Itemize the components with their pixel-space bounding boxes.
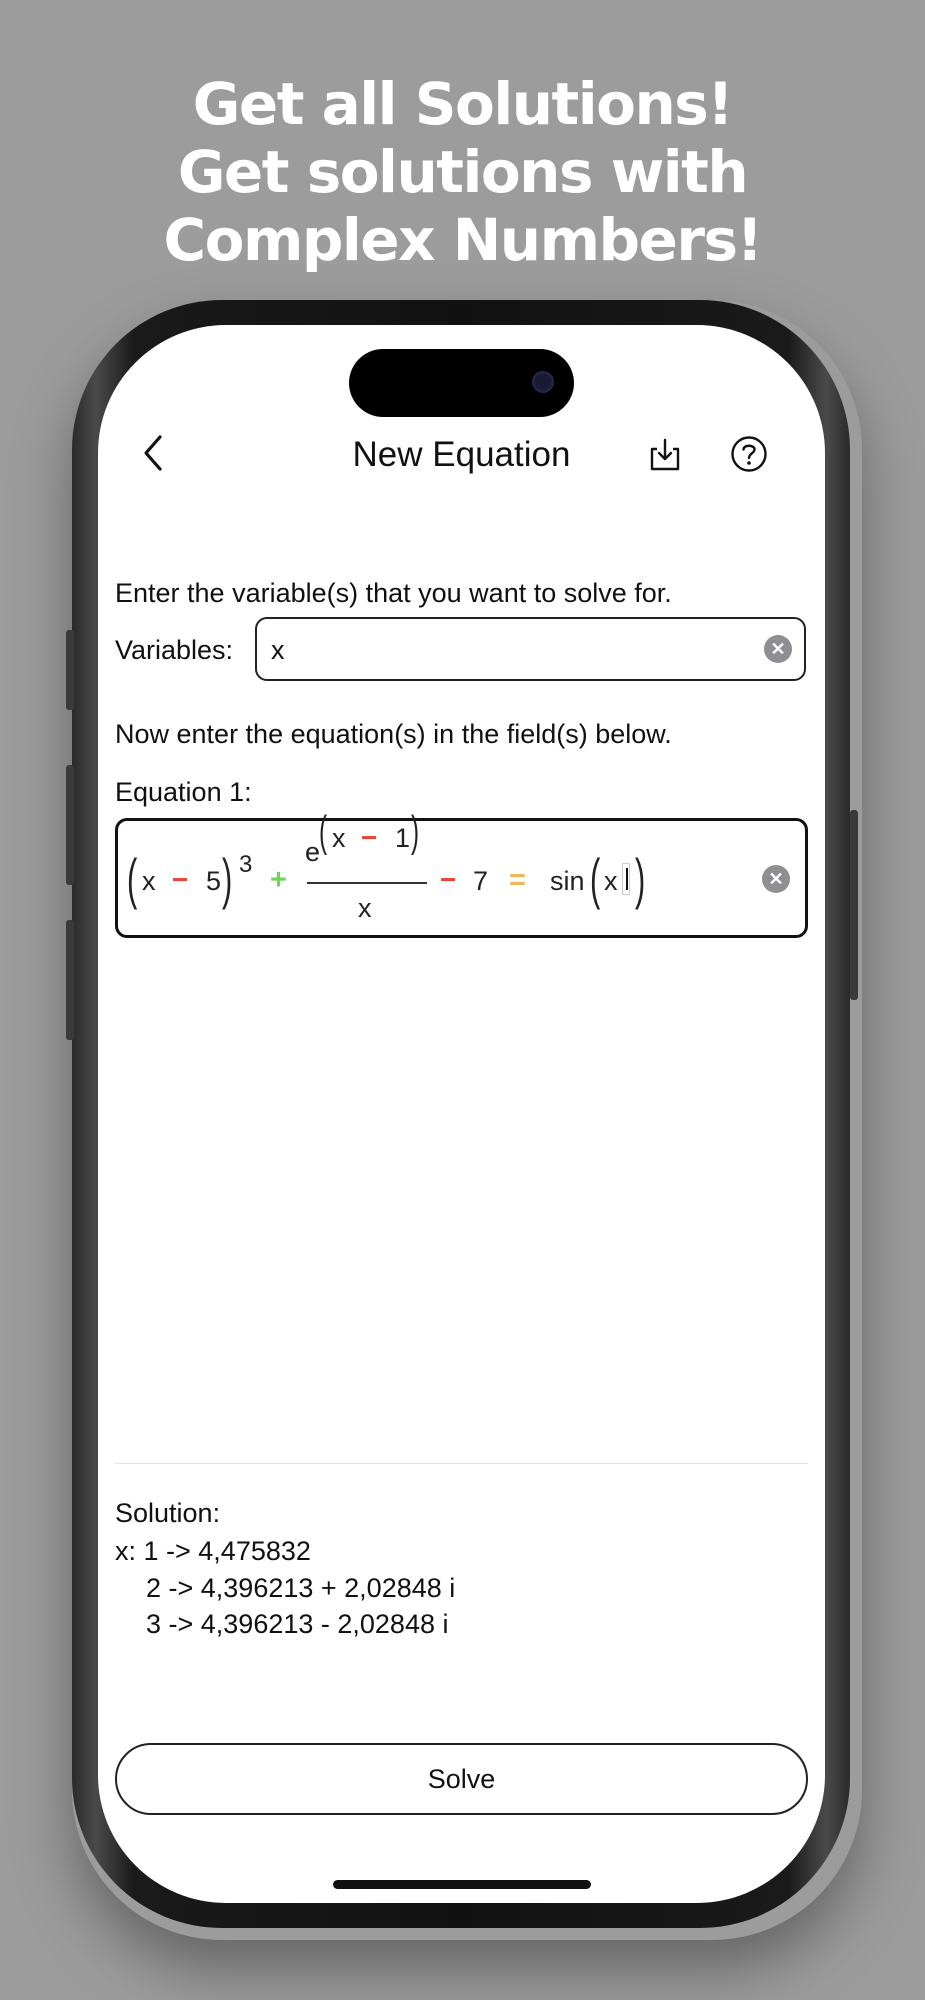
home-indicator[interactable] bbox=[333, 1880, 591, 1889]
promo-line-2: Get solutions with bbox=[177, 138, 748, 206]
promo-line-3: Complex Numbers! bbox=[163, 206, 762, 274]
eq-right-paren: ) bbox=[222, 847, 233, 910]
eq-sin-arg-x: x bbox=[604, 866, 618, 896]
dynamic-island bbox=[349, 349, 574, 417]
equation-1-label: Equation 1: bbox=[115, 777, 252, 807]
solve-button[interactable]: Solve bbox=[115, 1743, 808, 1815]
clear-equation-icon[interactable]: ✕ bbox=[762, 865, 790, 893]
phone-volume-up bbox=[66, 765, 74, 885]
camera-lens bbox=[532, 371, 554, 393]
eq-sin-right-paren: ) bbox=[635, 847, 646, 910]
eq-operator-plus: + bbox=[270, 864, 287, 896]
eq-term-7: 7 bbox=[473, 866, 489, 896]
solution-line-2: 2 -> 4,396213 + 2,02848 i bbox=[146, 1573, 456, 1603]
equations-prompt: Now enter the equation(s) in the field(s) below. bbox=[115, 719, 672, 749]
eq-exp-right-paren: ) bbox=[411, 807, 420, 856]
eq-operator-minus-2: − bbox=[440, 864, 457, 895]
promo-line-1: Get all Solutions! bbox=[192, 70, 733, 138]
navigation-bar bbox=[98, 425, 825, 485]
equation-1-input[interactable] bbox=[115, 807, 808, 938]
app-screen bbox=[98, 325, 825, 1903]
phone-mute-switch bbox=[66, 630, 74, 710]
eq-term-x: x bbox=[142, 866, 156, 896]
eq-exp-base-e: e bbox=[305, 837, 321, 867]
tray-download-icon[interactable] bbox=[648, 437, 682, 473]
phone-power-button bbox=[850, 810, 858, 1000]
eq-term-5: 5 bbox=[206, 866, 222, 896]
question-circle-icon[interactable] bbox=[730, 435, 768, 473]
eq-exp-x: x bbox=[332, 823, 346, 853]
eq-function-sin: sin bbox=[550, 866, 585, 896]
clear-variables-icon[interactable]: ✕ bbox=[764, 635, 792, 663]
eq-sin-left-paren: ( bbox=[590, 847, 601, 910]
eq-exp-1: 1 bbox=[395, 823, 411, 853]
text-cursor bbox=[622, 863, 630, 895]
variables-input[interactable] bbox=[255, 617, 806, 681]
solution-line-3: 3 -> 4,396213 - 2,02848 i bbox=[146, 1609, 449, 1639]
variables-label: Variables: bbox=[115, 635, 234, 665]
eq-equals-sign: = bbox=[509, 864, 526, 896]
eq-left-paren: ( bbox=[127, 847, 138, 910]
eq-fraction-bar bbox=[307, 882, 427, 884]
variables-prompt: Enter the variable(s) that you want to solve for. bbox=[115, 578, 672, 608]
page-title: New Equation bbox=[352, 435, 571, 474]
phone-volume-down bbox=[66, 920, 74, 1040]
eq-exp-operator-minus: − bbox=[361, 822, 378, 853]
eq-exp-left-paren: ( bbox=[319, 807, 328, 856]
solution-label: Solution: bbox=[115, 1498, 221, 1528]
solution-line-1: x: 1 -> 4,475832 bbox=[115, 1536, 311, 1566]
eq-exponent-3: 3 bbox=[239, 851, 253, 878]
solution-divider bbox=[115, 1463, 808, 1464]
variables-input-value: x bbox=[271, 635, 285, 665]
eq-operator-minus: − bbox=[172, 864, 189, 895]
eq-denominator-x: x bbox=[358, 893, 372, 923]
promo-headline bbox=[0, 70, 925, 274]
